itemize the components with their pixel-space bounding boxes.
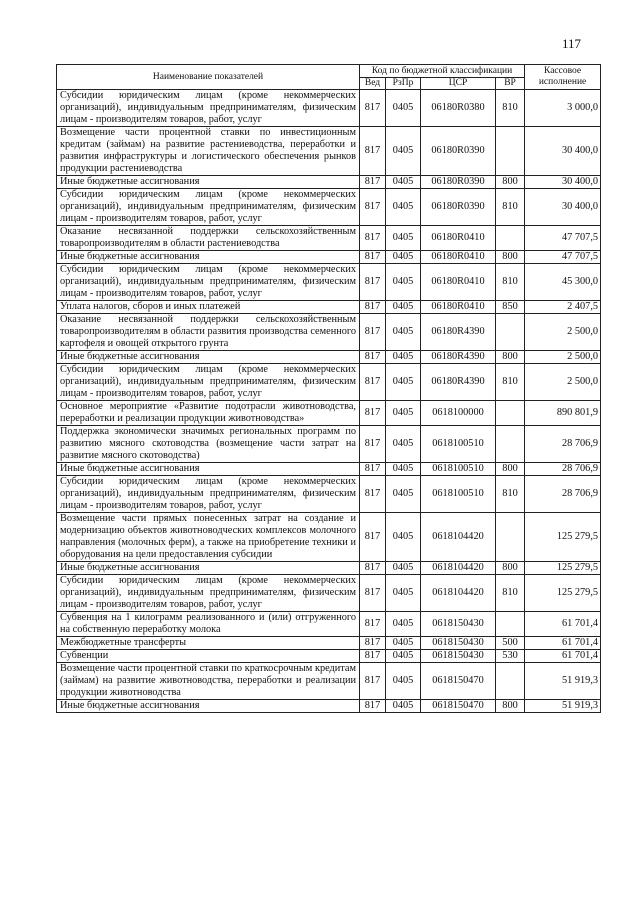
table-row [57,264,601,301]
table-row [57,90,601,127]
cell-ved: 817 [360,700,386,713]
cell-amount: 28 706,9 [525,463,601,476]
cell-vr: 800 [496,176,525,189]
cell-amount: 30 400,0 [525,176,601,189]
cell-vr: 800 [496,700,525,713]
budget-table [56,64,601,713]
cell-csr: 06180R4390 [421,351,496,364]
table-header [57,65,601,90]
table-row [57,612,601,637]
cell-name: Уплата налогов, сборов и иных платежей [57,301,360,314]
cell-vr: 810 [496,189,525,226]
cell-vr: 800 [496,251,525,264]
cell-csr: 06180R0410 [421,226,496,251]
table-row [57,663,601,700]
table-body [57,90,601,713]
header-ved: Вед [360,78,386,90]
page-number: 117 [562,36,582,51]
header-name: Наименование показателей [57,65,360,90]
cell-vr: 810 [496,575,525,612]
cell-vr [496,401,525,426]
header-vr: ВР [496,78,525,90]
cell-amount: 28 706,9 [525,426,601,463]
header-code-group: Код по бюджетной классификации [360,65,525,78]
cell-name: Возмещение части процентной ставки по инвестиционным кредитам (займам) на развитие растениеводства, переработки и развития инфраструктуры и логистического обеспечения рынков продукции растениеводства [57,127,360,176]
cell-amount: 125 279,5 [525,513,601,562]
cell-amount: 47 707,5 [525,251,601,264]
table-row [57,476,601,513]
cell-ved: 817 [360,301,386,314]
cell-ved: 817 [360,476,386,513]
table-row [57,513,601,562]
cell-csr: 06180R0380 [421,90,496,127]
cell-name: Основное мероприятие «Развитие подотрасли животноводства, переработки и реализации продукции животноводства» [57,401,360,426]
table-row [57,401,601,426]
cell-ved: 817 [360,364,386,401]
cell-vr [496,314,525,351]
cell-csr: 0618100510 [421,476,496,513]
cell-vr [496,612,525,637]
cell-rzpr: 0405 [386,700,421,713]
header-rzpr: РзПр [386,78,421,90]
table-row [57,650,601,663]
cell-ved: 817 [360,612,386,637]
cell-vr [496,426,525,463]
cell-amount: 30 400,0 [525,189,601,226]
cell-ved: 817 [360,513,386,562]
cell-rzpr: 0405 [386,189,421,226]
cell-csr: 0618150430 [421,650,496,663]
cell-amount: 125 279,5 [525,575,601,612]
cell-amount: 125 279,5 [525,562,601,575]
cell-ved: 817 [360,663,386,700]
cell-name: Межбюджетные трансферты [57,637,360,650]
cell-rzpr: 0405 [386,90,421,127]
cell-csr: 0618150430 [421,612,496,637]
cell-ved: 817 [360,463,386,476]
cell-csr: 06180R4390 [421,314,496,351]
cell-rzpr: 0405 [386,226,421,251]
cell-name: Иные бюджетные ассигнования [57,700,360,713]
cell-name: Субсидии юридическим лицам (кроме некоммерческих организаций), индивидуальным предпринимателям, физическим лицам - производителям товаров, работ, услуг [57,264,360,301]
cell-ved: 817 [360,127,386,176]
cell-rzpr: 0405 [386,637,421,650]
cell-ved: 817 [360,562,386,575]
cell-amount: 51 919,3 [525,663,601,700]
cell-rzpr: 0405 [386,575,421,612]
cell-vr: 500 [496,637,525,650]
cell-ved: 817 [360,575,386,612]
cell-amount: 51 919,3 [525,700,601,713]
cell-csr: 0618150470 [421,663,496,700]
cell-name: Иные бюджетные ассигнования [57,463,360,476]
cell-name: Иные бюджетные ассигнования [57,351,360,364]
cell-amount: 28 706,9 [525,476,601,513]
cell-vr: 810 [496,264,525,301]
cell-rzpr: 0405 [386,351,421,364]
cell-rzpr: 0405 [386,513,421,562]
table-row [57,700,601,713]
cell-vr [496,663,525,700]
cell-ved: 817 [360,401,386,426]
cell-name: Возмещение части прямых понесенных затрат на создание и модернизацию объектов животноводческих комплексов молочного направления (молочных ферм), а также на приобретение техники и оборудования на цели предоставления субсидии [57,513,360,562]
cell-ved: 817 [360,251,386,264]
cell-rzpr: 0405 [386,650,421,663]
cell-csr: 0618104420 [421,562,496,575]
cell-csr: 0618100510 [421,463,496,476]
cell-ved: 817 [360,189,386,226]
cell-rzpr: 0405 [386,401,421,426]
cell-amount: 61 701,4 [525,637,601,650]
cell-name: Иные бюджетные ассигнования [57,251,360,264]
cell-vr: 530 [496,650,525,663]
cell-csr: 06180R0410 [421,264,496,301]
cell-amount: 61 701,4 [525,612,601,637]
cell-rzpr: 0405 [386,562,421,575]
cell-rzpr: 0405 [386,176,421,189]
cell-csr: 0618100000 [421,401,496,426]
cell-amount: 30 400,0 [525,127,601,176]
cell-csr: 0618104420 [421,575,496,612]
cell-amount: 2 500,0 [525,351,601,364]
cell-rzpr: 0405 [386,476,421,513]
table-row [57,426,601,463]
cell-vr [496,127,525,176]
cell-ved: 817 [360,264,386,301]
cell-rzpr: 0405 [386,301,421,314]
cell-rzpr: 0405 [386,612,421,637]
cell-name: Субсидии юридическим лицам (кроме некоммерческих организаций), индивидуальным предпринимателям, физическим лицам - производителям товаров, работ, услуг [57,364,360,401]
cell-ved: 817 [360,90,386,127]
cell-name: Субсидии юридическим лицам (кроме некоммерческих организаций), индивидуальным предпринимателям, физическим лицам - производителям товаров, работ, услуг [57,90,360,127]
cell-csr: 06180R0410 [421,301,496,314]
cell-vr [496,513,525,562]
cell-vr: 800 [496,463,525,476]
cell-rzpr: 0405 [386,364,421,401]
table-row [57,127,601,176]
cell-amount: 2 500,0 [525,314,601,351]
cell-amount: 61 701,4 [525,650,601,663]
table-row [57,575,601,612]
cell-csr: 06180R0390 [421,189,496,226]
cell-csr: 0618100510 [421,426,496,463]
cell-ved: 817 [360,637,386,650]
cell-ved: 817 [360,650,386,663]
header-csr: ЦСР [421,78,496,90]
cell-ved: 817 [360,314,386,351]
table-row [57,364,601,401]
cell-name: Возмещение части процентной ставки по краткосрочным кредитам (займам) на развитие животноводства, переработки и реализации продукции животноводства [57,663,360,700]
cell-ved: 817 [360,426,386,463]
table-row [57,463,601,476]
cell-name: Субвенция на 1 килограмм реализованного и (или) отгруженного на собственную переработку молока [57,612,360,637]
table-row [57,189,601,226]
cell-amount: 3 000,0 [525,90,601,127]
cell-name: Субсидии юридическим лицам (кроме некоммерческих организаций), индивидуальным предпринимателям, физическим лицам - производителям товаров, работ, услуг [57,189,360,226]
table-row [57,301,601,314]
cell-rzpr: 0405 [386,314,421,351]
cell-amount: 45 300,0 [525,264,601,301]
cell-vr: 810 [496,476,525,513]
cell-name: Субвенции [57,650,360,663]
cell-csr: 06180R0390 [421,176,496,189]
table-row [57,176,601,189]
cell-csr: 06180R0410 [421,251,496,264]
cell-ved: 817 [360,226,386,251]
table-row [57,562,601,575]
cell-csr: 06180R4390 [421,364,496,401]
cell-rzpr: 0405 [386,264,421,301]
cell-vr: 800 [496,562,525,575]
cell-rzpr: 0405 [386,663,421,700]
cell-csr: 0618150470 [421,700,496,713]
cell-ved: 817 [360,176,386,189]
cell-rzpr: 0405 [386,251,421,264]
cell-name: Оказание несвязанной поддержки сельскохозяйственным товаропроизводителям в области растениеводства [57,226,360,251]
cell-ved: 817 [360,351,386,364]
table-row [57,251,601,264]
cell-vr [496,226,525,251]
table-row [57,351,601,364]
header-amount: Кассовое исполнение [525,65,601,90]
cell-rzpr: 0405 [386,426,421,463]
table-row [57,637,601,650]
cell-vr: 810 [496,364,525,401]
cell-name: Иные бюджетные ассигнования [57,562,360,575]
cell-csr: 0618104420 [421,513,496,562]
table-row [57,226,601,251]
cell-name: Иные бюджетные ассигнования [57,176,360,189]
cell-name: Субсидии юридическим лицам (кроме некоммерческих организаций), индивидуальным предпринимателям, физическим лицам - производителям товаров, работ, услуг [57,476,360,513]
cell-amount: 2 407,5 [525,301,601,314]
cell-csr: 0618150430 [421,637,496,650]
cell-amount: 2 500,0 [525,364,601,401]
cell-name: Поддержка экономически значимых региональных программ по развитию мясного скотоводства (возмещение части затрат на развитие мясного скотоводства) [57,426,360,463]
table-row [57,314,601,351]
cell-amount: 47 707,5 [525,226,601,251]
cell-amount: 890 801,9 [525,401,601,426]
cell-rzpr: 0405 [386,463,421,476]
cell-name: Оказание несвязанной поддержки сельскохозяйственным товаропроизводителям в области развития производства семенного картофеля и овощей открытого грунта [57,314,360,351]
cell-csr: 06180R0390 [421,127,496,176]
cell-vr: 850 [496,301,525,314]
cell-rzpr: 0405 [386,127,421,176]
cell-vr: 800 [496,351,525,364]
cell-name: Субсидии юридическим лицам (кроме некоммерческих организаций), индивидуальным предпринимателям, физическим лицам - производителям товаров, работ, услуг [57,575,360,612]
cell-vr: 810 [496,90,525,127]
